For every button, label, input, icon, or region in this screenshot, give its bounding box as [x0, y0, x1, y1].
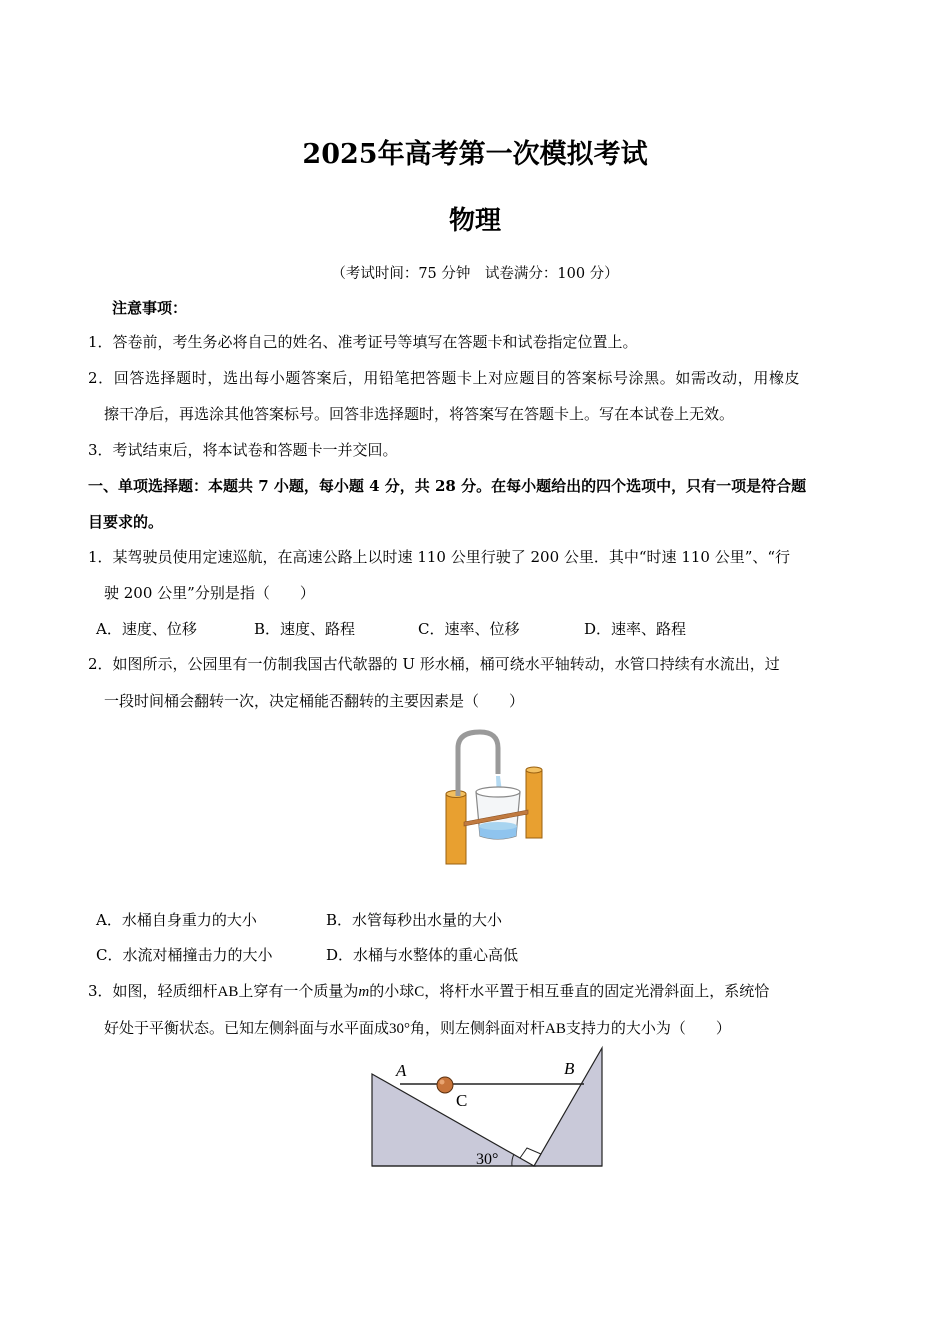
q1-option-a: A．速度、位移: [96, 620, 197, 638]
q3-text-part: 好处于平衡状态。已知左侧斜面与水平面成: [104, 1019, 390, 1037]
notice-item-1: 1．答卷前，考生务必将自己的姓名、准考证号等填写在答题卡和试卷指定位置上。: [88, 333, 638, 351]
q2-stem-line-1: 2．如图所示，公园里有一仿制我国古代欹器的 U 形水桶，桶可绕水平轴转动，水管口持续有水流出，过: [88, 655, 780, 673]
label-b: B: [564, 1059, 575, 1078]
label-a: A: [396, 1061, 407, 1080]
q3-stem-line-2: [104, 1017, 731, 1038]
notice-heading: 注意事项：: [112, 299, 188, 317]
q2-option-d: D．水桶与水整体的重心高低: [326, 946, 519, 964]
notice-item-2-line-1: 2．回答选择题时，选出每小题答案后，用铅笔把答题卡上对应题目的答案标号涂黑。如需改动，用橡皮: [88, 369, 801, 387]
section-1-heading-line-2: 目要求的。: [88, 513, 164, 531]
q3-rod-label: AB: [545, 1021, 566, 1037]
q3-text-part: 的小球: [369, 982, 415, 1000]
q2-bucket-figure: [440, 726, 550, 868]
q3-text-part: 上穿有一个质量为: [238, 982, 359, 1000]
q2-stem-line-2: 一段时间桶会翻转一次，决定桶能否翻转的主要因素是（ ）: [104, 692, 525, 710]
ball-c: [437, 1077, 453, 1093]
q3-incline-figure: [366, 1044, 608, 1170]
label-angle: 30°: [476, 1151, 499, 1168]
q1-stem-line-1: 1．某驾驶员使用定速巡航，在高速公路上以时速 110 公里行驶了 200 公里．其中“时速 110 公里”、“行: [88, 548, 791, 566]
left-post: [446, 794, 466, 864]
section-1-heading-line-1: 一、单项选择题：本题共 7 小题，每小题 4 分，共 28 分。在每小题给出的四个选项中，只有一项是符合题: [88, 477, 807, 495]
q3-text-part: 支持力的大小为（ ）: [565, 1019, 731, 1037]
q3-stem-line-1: [88, 980, 769, 1001]
q2-option-a: A．水桶自身重力的大小: [96, 911, 257, 929]
q3-text-part: 角，则左侧斜面对杆: [410, 1019, 546, 1037]
exam-info: （考试时间：75 分钟 试卷满分：100 分）: [331, 266, 619, 282]
q1-option-b: B．速度、路程: [254, 620, 356, 638]
label-c: C: [456, 1091, 468, 1110]
q1-option-d: D．速率、路程: [584, 620, 687, 638]
notice-item-3: 3．考试结束后，将本试卷和答题卡一并交回。: [88, 441, 398, 459]
q3-text-part: 3．如图，轻质细杆: [88, 982, 218, 1000]
q3-mass-symbol: m: [358, 984, 370, 1000]
water-pipe: [458, 732, 498, 796]
q3-ball-label: C: [414, 984, 425, 1000]
notice-item-2-line-2: 擦干净后，再选涂其他答案标号。回答非选择题时，将答案写在答题卡上。写在本试卷上无效。: [104, 405, 735, 423]
subject-title: 物理: [448, 206, 501, 236]
q3-rod-label: AB: [217, 984, 239, 1000]
q1-stem-line-2: 驶 200 公里”分别是指（ ）: [104, 584, 315, 602]
q3-angle-value: 30°: [389, 1021, 411, 1037]
right-post: [526, 770, 542, 838]
q3-text-part: ，将杆水平置于相互垂直的固定光滑斜面上，系统恰: [424, 982, 770, 1000]
q2-option-b: B．水管每秒出水量的大小: [326, 911, 503, 929]
q1-option-c: C．速率、位移: [418, 620, 520, 638]
exam-title: 2025年高考第一次模拟考试: [302, 139, 648, 170]
q2-option-c: C．水流对桶撞击力的大小: [96, 946, 273, 964]
